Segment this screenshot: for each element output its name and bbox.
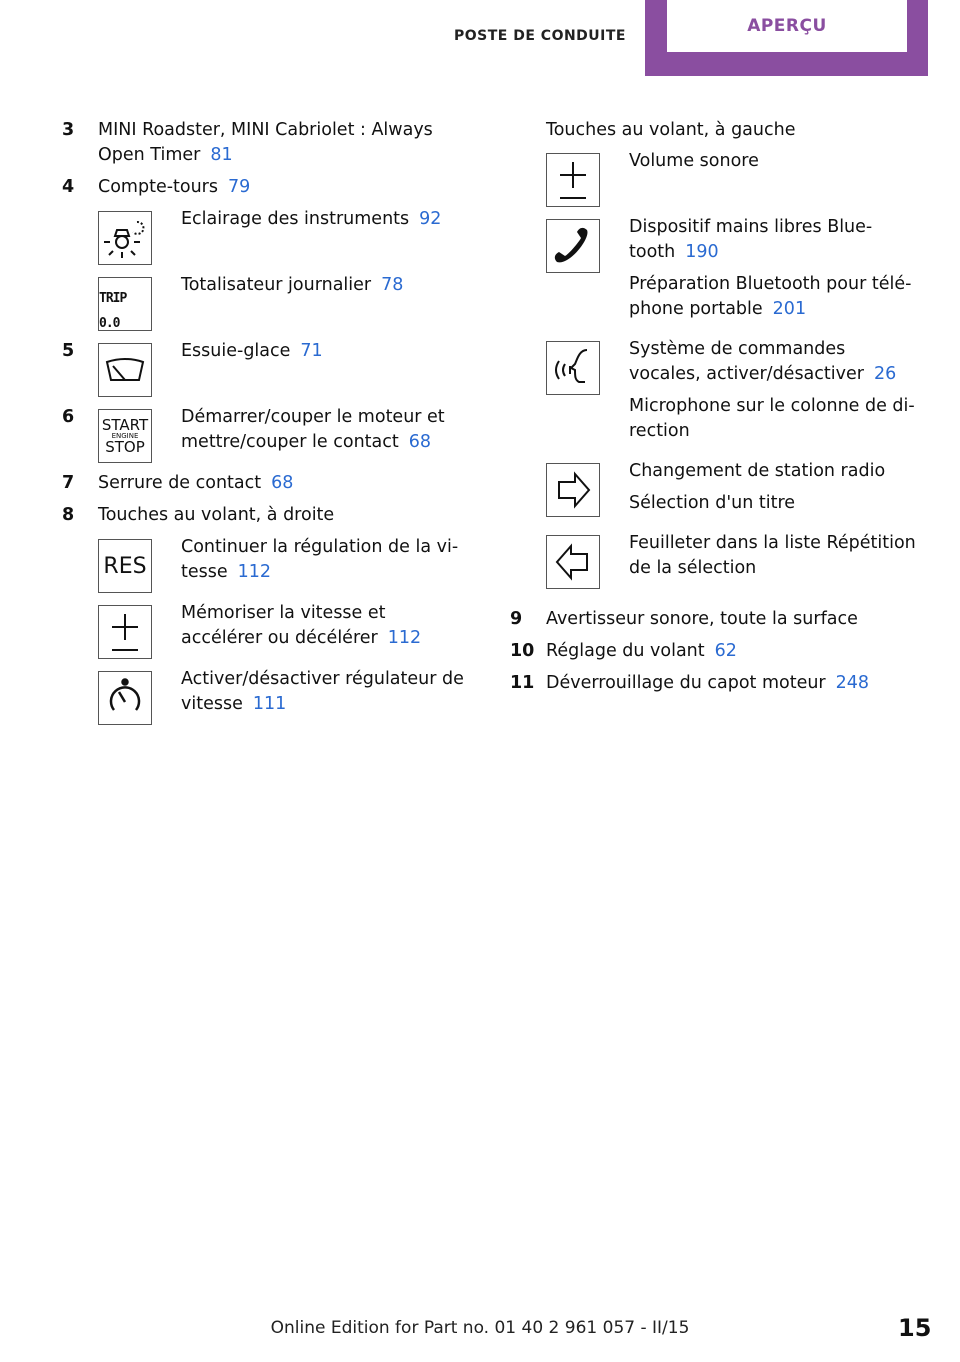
item-text: Avertisseur sonore, toute la surface	[546, 609, 858, 629]
icon-row	[546, 337, 922, 451]
item-number: 3	[62, 120, 75, 140]
page-ref-link[interactable]: 78	[381, 275, 404, 295]
row-text: Continuer la régulation de la vi‐tesse	[181, 537, 459, 582]
icon-row	[546, 531, 922, 589]
page-ref-link[interactable]: 248	[835, 673, 870, 693]
arrow-right-icon	[546, 463, 600, 517]
res-icon	[98, 539, 152, 593]
arrow-left-icon	[546, 535, 600, 589]
cruise-control-icon	[98, 671, 152, 725]
wiper-icon	[98, 343, 152, 397]
row-text: Mémoriser la vitesse et accélérer ou décélérer	[181, 603, 386, 648]
section-tab-label: APERÇU	[667, 0, 907, 52]
page-ref-link[interactable]: 26	[873, 364, 897, 384]
left-column	[62, 118, 472, 733]
icon-row	[546, 215, 922, 329]
list-item-10	[510, 639, 922, 664]
list-item-11	[510, 671, 922, 696]
list-item-3	[62, 118, 472, 168]
row-text: Totalisateur journalier	[181, 275, 372, 295]
item-text: Compte-tours	[98, 177, 218, 197]
engine-label: ENGINE	[111, 431, 139, 440]
page-ref-link[interactable]: 111	[252, 694, 287, 714]
icon-row	[546, 149, 922, 207]
row-text: Système de commandes vocales, activer/désactiver	[629, 339, 864, 384]
list-item-4	[62, 175, 472, 200]
volume-icon	[546, 153, 600, 207]
item-text: Serrure de contact	[98, 473, 262, 493]
page-ref-link[interactable]: 62	[714, 641, 737, 661]
page-ref-link[interactable]: 112	[237, 562, 272, 582]
voice-command-icon	[546, 341, 600, 395]
row-text: Activer/désactiver régulateur de vitesse	[181, 669, 464, 714]
item-text: MINI Roadster, MINI Cabriolet : Always Open Timer	[98, 120, 433, 165]
page-number: 15	[898, 1314, 932, 1342]
row-text: Microphone sur le colonne de di‐rection	[629, 396, 915, 441]
page-ref-link[interactable]: 190	[685, 242, 719, 262]
item-number: 5	[62, 341, 75, 361]
item-number: 6	[62, 407, 75, 427]
item-number: 8	[62, 505, 75, 525]
row-text: Préparation Bluetooth pour télé‐phone portable	[629, 274, 912, 319]
item-text: Touches au volant, à droite	[98, 505, 335, 525]
icon-row	[98, 273, 472, 331]
res-icon-label: RES	[103, 553, 147, 579]
page-ref-link[interactable]: 81	[210, 145, 233, 165]
item-text: Déverrouillage du capot moteur	[546, 673, 826, 693]
section-tab[interactable]	[645, 0, 928, 76]
list-item-7	[62, 471, 472, 496]
instrument-lighting-icon	[98, 211, 152, 265]
item-number: 7	[62, 473, 75, 493]
phone-icon	[546, 219, 600, 273]
page-ref-link[interactable]: 112	[387, 628, 422, 648]
item-number: 9	[510, 609, 523, 629]
page-ref-link[interactable]: 68	[408, 432, 432, 452]
right-column	[510, 118, 922, 703]
icon-row	[98, 667, 472, 725]
plus-minus-icon	[98, 605, 152, 659]
footer-text: Online Edition for Part no. 01 40 2 961 057 - II/15	[270, 1318, 690, 1338]
right-heading: Touches au volant, à gauche	[546, 120, 796, 140]
section-header: POSTE DE CONDUITE	[454, 28, 626, 44]
row-text: Changement de station radio	[629, 461, 886, 481]
row-text: Essuie-glace	[181, 341, 291, 361]
row-text: Feuilleter dans la liste Répétition de la sélection	[629, 533, 916, 578]
page-ref-link[interactable]: 79	[228, 177, 251, 197]
row-text: Démarrer/couper le moteur et mettre/couper le contact	[181, 407, 445, 452]
row-text: Dispositif mains libres Blue‐tooth	[629, 217, 873, 262]
stop-label: STOP	[105, 437, 145, 456]
icon-row	[98, 601, 472, 659]
list-item-8	[62, 503, 472, 528]
page-ref-link[interactable]: 92	[419, 209, 442, 229]
page-ref-link[interactable]: 201	[772, 299, 807, 319]
item-number: 4	[62, 177, 75, 197]
start-label: START	[101, 415, 149, 434]
row-text: Eclairage des instruments	[181, 209, 410, 229]
start-stop-icon	[98, 409, 152, 463]
list-item-9	[510, 607, 922, 632]
list-item-6	[62, 405, 472, 463]
trip-icon-label: TRIP 0.0	[99, 291, 127, 331]
icon-row	[546, 459, 922, 523]
page-ref-link[interactable]: 68	[271, 473, 294, 493]
trip-icon	[98, 277, 152, 331]
list-item-5	[62, 339, 472, 397]
row-text: Volume sonore	[629, 151, 759, 171]
item-number: 10	[510, 641, 535, 661]
page-ref-link[interactable]: 71	[300, 341, 323, 361]
item-text: Réglage du volant	[546, 641, 705, 661]
row-text: Sélection d'un titre	[629, 493, 796, 513]
icon-row	[98, 535, 472, 593]
item-number: 11	[510, 673, 535, 693]
icon-row	[98, 207, 472, 265]
